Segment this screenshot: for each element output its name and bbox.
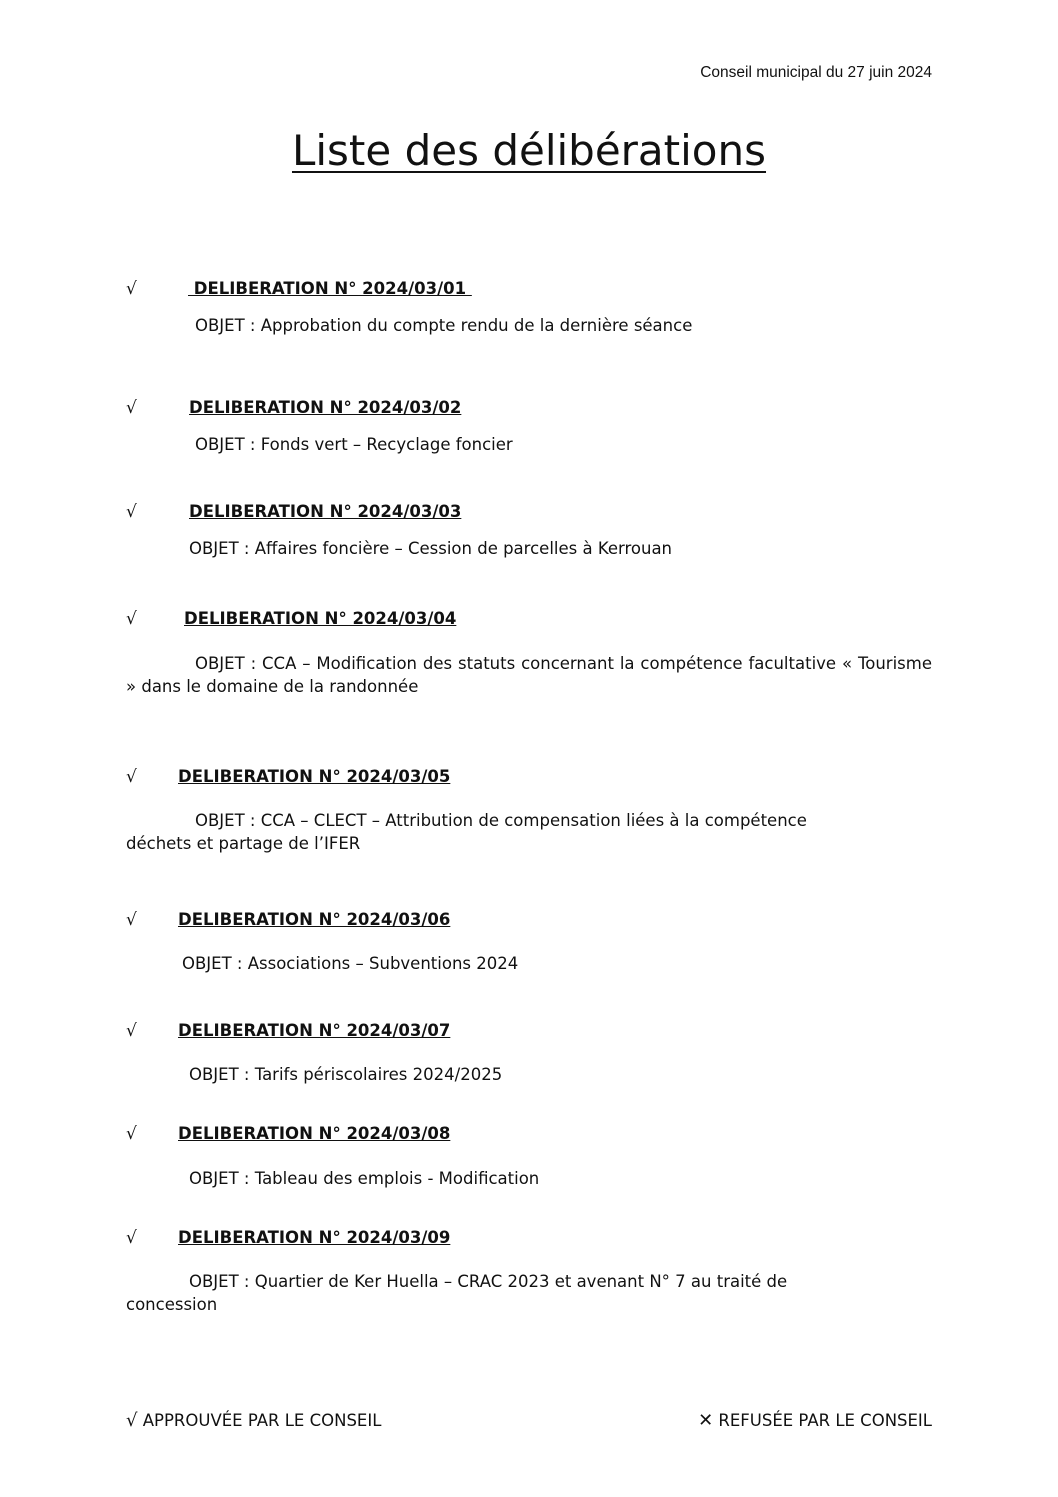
check-icon: √ [126, 1228, 137, 1248]
deliberation-number: DELIBERATION N° 2024/03/01 [188, 279, 472, 298]
legend-refused-label: REFUSÉE PAR LE CONSEIL [718, 1411, 932, 1430]
legend-approved-label: APPROUVÉE PAR LE CONSEIL [142, 1411, 382, 1430]
deliberation-objet: OBJET : Affaires foncière – Cession de parcelles à Kerrouan [189, 539, 673, 558]
meeting-date: Conseil municipal du 27 juin 2024 [700, 64, 932, 81]
check-icon: √ [126, 910, 137, 930]
deliberation-number: DELIBERATION N° 2024/03/02 [189, 398, 462, 417]
deliberation-objet: OBJET : CCA – Modification des statuts concernant la compétence facultative « Tourisme » dans le domaine de la randonnée [126, 654, 932, 696]
deliberation-number: DELIBERATION N° 2024/03/05 [178, 767, 451, 786]
deliberation-number: DELIBERATION N° 2024/03/04 [184, 609, 457, 628]
deliberation-number: DELIBERATION N° 2024/03/07 [178, 1021, 451, 1040]
check-icon: √ [126, 1021, 137, 1041]
check-icon: √ [126, 279, 137, 299]
cross-icon: ✕ [698, 1410, 714, 1431]
legend-approved [126, 1410, 381, 1432]
deliberation-objet: OBJET : Fonds vert – Recyclage foncier [195, 435, 513, 454]
check-icon: √ [126, 767, 137, 787]
check-icon: √ [126, 1410, 138, 1431]
check-icon: √ [126, 1124, 137, 1144]
check-icon: √ [126, 609, 137, 629]
legend-refused [698, 1410, 932, 1432]
deliberation-number: DELIBERATION N° 2024/03/03 [189, 502, 462, 521]
deliberation-number: DELIBERATION N° 2024/03/06 [178, 910, 451, 929]
check-icon: √ [126, 398, 137, 418]
deliberation-number: DELIBERATION N° 2024/03/09 [178, 1228, 451, 1247]
deliberation-objet: OBJET : Quartier de Ker Huella – CRAC 2023 et avenant N° 7 au traité de concession [126, 1272, 788, 1314]
deliberation-number: DELIBERATION N° 2024/03/08 [178, 1124, 451, 1143]
deliberation-objet: OBJET : Associations – Subventions 2024 [182, 954, 519, 973]
deliberation-objet: OBJET : Tableau des emplois - Modification [189, 1169, 540, 1188]
deliberation-objet: OBJET : Tarifs périscolaires 2024/2025 [189, 1065, 503, 1084]
page-title: Liste des délibérations [291, 126, 767, 175]
deliberation-objet: OBJET : Approbation du compte rendu de la dernière séance [195, 316, 693, 335]
check-icon: √ [126, 502, 137, 522]
deliberation-objet: OBJET : CCA – CLECT – Attribution de compensation liées à la compétence déchets et partage de l’IFER [126, 811, 807, 853]
